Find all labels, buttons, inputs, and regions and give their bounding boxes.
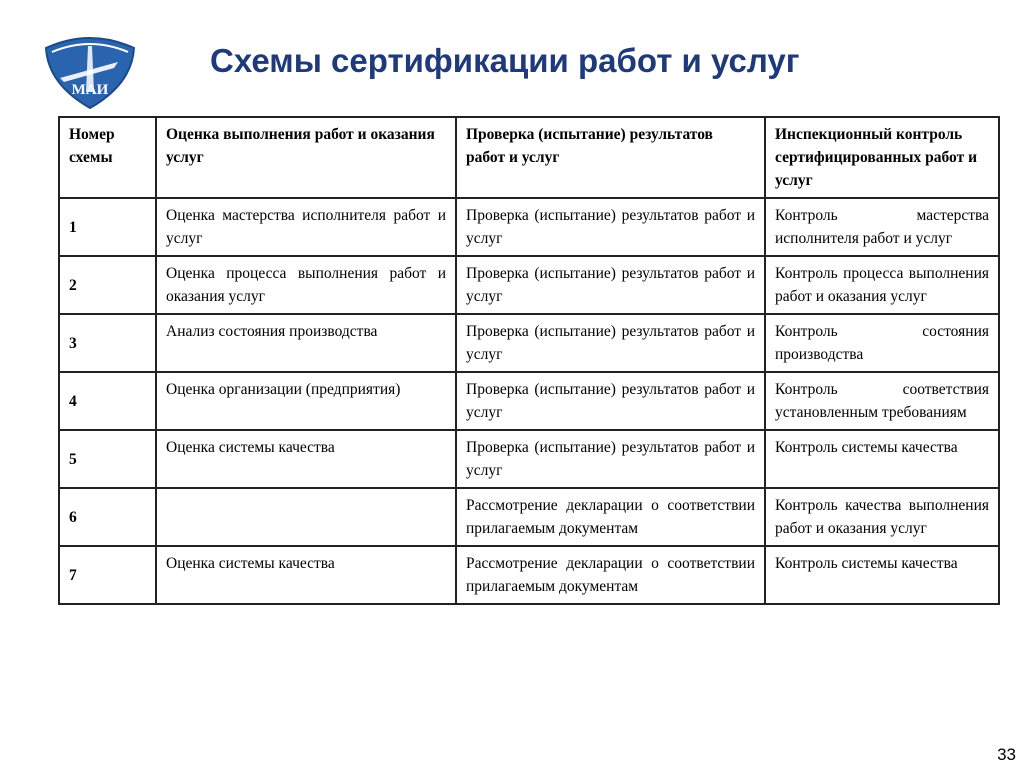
- table-row: [59, 430, 999, 488]
- check-cell: Проверка (испытание) результатов работ и услуг: [456, 430, 765, 488]
- table-row: [59, 372, 999, 430]
- page-number: 33: [997, 745, 1016, 764]
- control-cell: Контроль состояния производства: [765, 314, 999, 372]
- table-row: [59, 256, 999, 314]
- control-cell: Контроль процесса выполнения работ и оказания услуг: [765, 256, 999, 314]
- table-row: [59, 314, 999, 372]
- check-cell: Проверка (испытание) результатов работ и услуг: [456, 372, 765, 430]
- mai-logo-icon: [40, 32, 140, 110]
- table-header-row: [59, 117, 999, 198]
- assessment-cell: Оценка организации (предприятия): [156, 372, 456, 430]
- check-cell: Рассмотрение декларации о соответствии прилагаемым документам: [456, 488, 765, 546]
- table-row: [59, 198, 999, 256]
- assessment-cell: Оценка системы качества: [156, 546, 456, 604]
- scheme-number: 1: [59, 198, 156, 256]
- scheme-number: 6: [59, 488, 156, 546]
- header-scheme-number: Номер схемы: [59, 117, 156, 198]
- control-cell: Контроль мастерства исполнителя работ и услуг: [765, 198, 999, 256]
- scheme-number: 4: [59, 372, 156, 430]
- control-cell: Контроль соответствия установленным требованиям: [765, 372, 999, 430]
- assessment-cell: [156, 488, 456, 546]
- table-row: [59, 488, 999, 546]
- scheme-number: 2: [59, 256, 156, 314]
- control-cell: Контроль качества выполнения работ и оказания услуг: [765, 488, 999, 546]
- page-title: Схемы сертификации работ и услуг: [210, 42, 800, 79]
- assessment-cell: Оценка процесса выполнения работ и оказания услуг: [156, 256, 456, 314]
- assessment-cell: Оценка мастерства исполнителя работ и услуг: [156, 198, 456, 256]
- check-cell: Проверка (испытание) результатов работ и услуг: [456, 314, 765, 372]
- scheme-number: 5: [59, 430, 156, 488]
- header-assessment: Оценка выполнения работ и оказания услуг: [156, 117, 456, 198]
- check-cell: Проверка (испытание) результатов работ и услуг: [456, 198, 765, 256]
- check-cell: Рассмотрение декларации о соответствии прилагаемым документам: [456, 546, 765, 604]
- assessment-cell: Анализ состояния производства: [156, 314, 456, 372]
- header-check: Проверка (испытание) результатов работ и услуг: [456, 117, 765, 198]
- control-cell: Контроль системы качества: [765, 546, 999, 604]
- logo-text: МАИ: [71, 82, 109, 98]
- scheme-number: 3: [59, 314, 156, 372]
- table-row: [59, 546, 999, 604]
- scheme-number: 7: [59, 546, 156, 604]
- check-cell: Проверка (испытание) результатов работ и услуг: [456, 256, 765, 314]
- header-inspection-control: Инспекционный контроль сертифицированных работ и услуг: [765, 117, 999, 198]
- control-cell: Контроль системы качества: [765, 430, 999, 488]
- assessment-cell: Оценка системы качества: [156, 430, 456, 488]
- certification-schemes-table: [58, 116, 1000, 605]
